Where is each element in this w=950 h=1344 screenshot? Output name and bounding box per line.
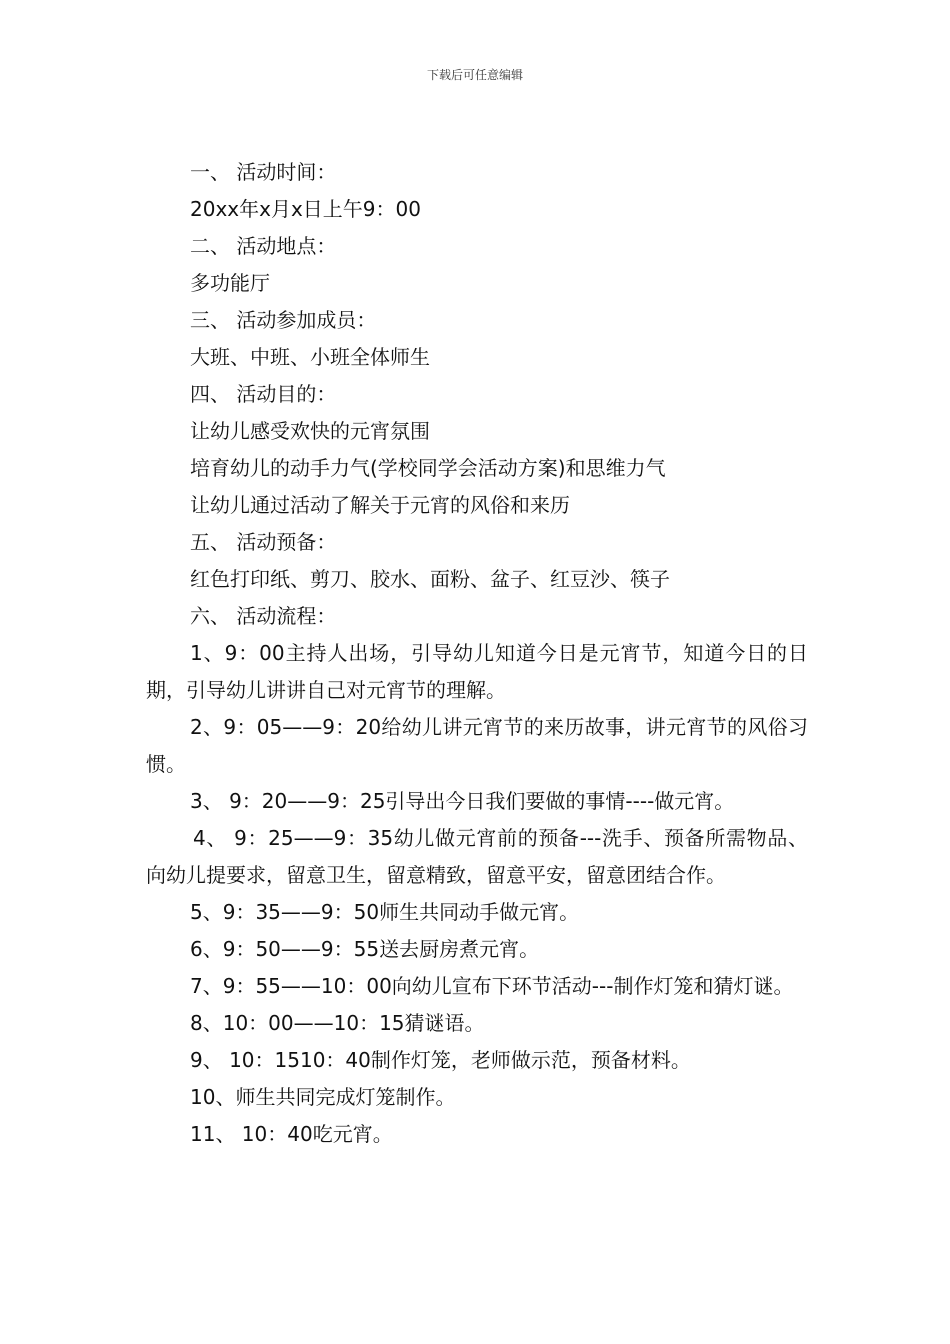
participants-value: 大班、中班、小班全体师生 — [190, 345, 430, 369]
section-heading-time: 一、 活动时间： — [190, 160, 337, 184]
goal-item: 培育幼儿的动手力气(学校同学会活动方案)和思维力气 — [190, 456, 666, 480]
activity-time-value: 20xx年x月x日上午9：00 — [190, 197, 421, 221]
goal-item: 让幼儿通过活动了解关于元宵的风俗和来历 — [190, 493, 570, 517]
document-body — [146, 154, 808, 1153]
process-step: 9、 10：1510：40制作灯笼，老师做示范，预备材料。 — [190, 1048, 691, 1072]
section-heading-process: 六、 活动流程： — [190, 604, 337, 628]
page-header-note: 下载后可任意编辑 — [426, 68, 523, 82]
section-heading-goals: 四、 活动目的： — [190, 382, 337, 406]
process-step: 4、 9：25——9：35幼儿做元宵前的预备---洗手、预备所需物品、向幼儿提要求，留意卫生，留意精致，留意平安，留意团结合作。 — [146, 826, 808, 887]
goal-item: 让幼儿感受欢快的元宵氛围 — [190, 419, 430, 443]
preparation-materials: 红色打印纸、剪刀、胶水、面粉、盆子、红豆沙、筷子 — [190, 567, 670, 591]
process-step: 6、9：50——9：55送去厨房煮元宵。 — [190, 937, 540, 961]
process-step: 7、9：55——10：00向幼儿宣布下环节活动---制作灯笼和猜灯谜。 — [190, 974, 794, 998]
section-heading-location: 二、 活动地点： — [190, 234, 337, 258]
section-heading-preparation: 五、 活动预备： — [190, 530, 337, 554]
process-step: 3、 9：20——9：25引导出今日我们要做的事情----做元宵。 — [190, 789, 735, 813]
process-step: 5、9：35——9：50师生共同动手做元宵。 — [190, 900, 580, 924]
process-step: 11、 10：40吃元宵。 — [190, 1122, 393, 1146]
process-step: 10、师生共同完成灯笼制作。 — [190, 1085, 456, 1109]
activity-location-value: 多功能厅 — [190, 271, 270, 295]
section-heading-participants: 三、 活动参加成员： — [190, 308, 377, 332]
process-step: 2、9：05——9：20给幼儿讲元宵节的来历故事，讲元宵节的风俗习惯。 — [146, 715, 808, 776]
process-step: 8、10：00——10：15猜谜语。 — [190, 1011, 485, 1035]
process-step: 1、9：00主持人出场，引导幼儿知道今日是元宵节，知道今日的日期，引导幼儿讲讲自己对元宵节的理解。 — [146, 641, 808, 702]
